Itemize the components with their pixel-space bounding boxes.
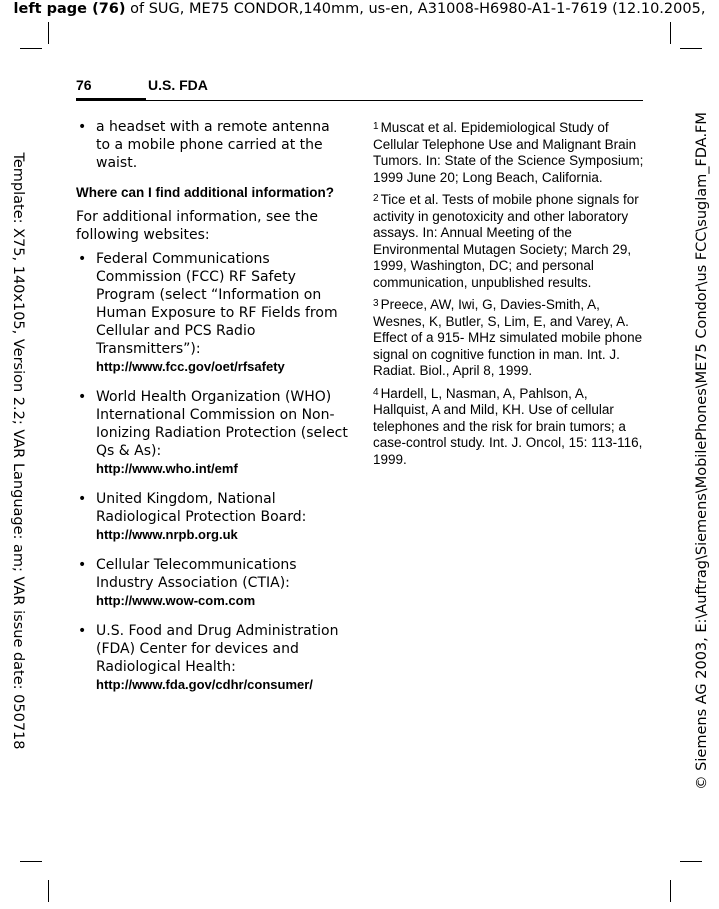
crop-mark <box>670 880 671 902</box>
print-metadata-line <box>0 0 719 18</box>
reference-number: 4 <box>373 386 379 398</box>
list-item <box>76 388 348 478</box>
crop-mark <box>20 48 42 49</box>
reference-item <box>373 120 645 186</box>
reference-number: 2 <box>373 193 379 204</box>
bullet-icon: • <box>78 119 87 135</box>
reference-text: Tice et al. Tests of mobile phone signals for activity in genotoxicity and other laboratory assays. In: Annual Meeting of the Environmental Mutagen Society; March 29, 1999, Washington, DC; and personal communication, unpublished results. <box>373 192 639 290</box>
crop-mark <box>680 48 702 49</box>
website-link[interactable]: http://www.nrpb.org.uk <box>96 527 238 542</box>
print-metadata-text: of SUG, ME75 CONDOR,140mm, us-en, A31008-H6980-A1-1-7619 (12.10.2005, <box>125 1 706 17</box>
crop-mark <box>20 861 42 862</box>
page-number: 76 <box>76 77 92 93</box>
website-link[interactable]: http://www.fda.gov/cdhr/consumer/ <box>96 677 313 692</box>
bullet-icon: • <box>78 389 87 405</box>
list-item <box>76 118 348 172</box>
reference-item <box>373 297 645 380</box>
bullet-icon: • <box>78 623 87 639</box>
list-item <box>76 250 348 376</box>
crop-mark <box>680 861 702 862</box>
list-item-text: Cellular Telecommunications Industry Association (CTIA): <box>96 557 297 591</box>
reference-number: 1 <box>373 121 379 132</box>
reference-item <box>373 386 645 469</box>
print-metadata-bold: left page (76) <box>13 1 126 17</box>
page-title: U.S. FDA <box>148 77 208 93</box>
bullet-icon: • <box>78 557 87 573</box>
crop-mark <box>48 22 49 44</box>
intro-paragraph: For additional information, see the following websites: <box>76 209 318 243</box>
website-link[interactable]: http://www.who.int/emf <box>96 461 238 476</box>
section-heading: Where can I find additional information? <box>76 185 335 200</box>
list-item-text: United Kingdom, National Radiological Protection Board: <box>96 491 307 525</box>
list-item-text: a headset with a remote antenna to a mobile phone carried at the waist. <box>96 119 330 171</box>
crop-mark <box>48 880 49 902</box>
list-item-text: Federal Communications Commission (FCC) RF Safety Program (select “Information on Human Exposure to RF Fields from Cellular and PCS Radio Transmitters”): <box>96 251 338 357</box>
list-item <box>76 622 348 694</box>
header-rule <box>146 100 643 101</box>
reference-item <box>373 192 645 291</box>
bullet-icon: • <box>78 491 87 507</box>
left-column <box>76 118 348 706</box>
list-item <box>76 556 348 610</box>
copyright-path-vertical: © Siemens AG 2003, E:\Auftrag\Siemens\MobilePhones\ME75 Condor\us FCC\suglam_FDA.FM <box>694 112 710 790</box>
template-info-vertical: Template: X75, 140x105, Version 2.2; VAR Language: am; VAR issue date: 050718 <box>10 152 26 750</box>
reference-number: 3 <box>373 298 379 309</box>
website-link[interactable]: http://www.wow-com.com <box>96 593 256 608</box>
reference-text: Hardell, L, Nasman, A, Pahlson, A, Hallquist, A and Mild, KH. Use of cellular telephones and the risk for brain tumors; a case-control study. Int. J. Oncol, 15: 113-116, 1999. <box>373 385 643 467</box>
header-rule-thick <box>76 98 146 101</box>
list-item-text: World Health Organization (WHO) International Commission on Non-Ionizing Radiation Protection (select Qs & As): <box>96 389 348 459</box>
bullet-icon: • <box>78 251 87 267</box>
references-column <box>373 120 645 474</box>
list-item <box>76 490 348 544</box>
reference-text: Muscat et al. Epidemiological Study of Cellular Telephone Use and Malignant Brain Tumors. In: State of the Science Symposium; 1999 June 20; Long Beach, California. <box>373 120 644 185</box>
reference-text: Preece, AW, Iwi, G, Davies-Smith, A, Wesnes, K, Butler, S, Lim, E, and Varey, A. Effect of a 915- MHz simulated mobile phone signal on cognitive function in man. Int. J. Radiat. Biol., April 8, 1999. <box>373 297 643 378</box>
crop-mark <box>670 22 671 44</box>
list-item-text: U.S. Food and Drug Administration (FDA) Center for devices and Radiological Health: <box>96 623 339 675</box>
website-link[interactable]: http://www.fcc.gov/oet/rfsafety <box>96 359 285 374</box>
